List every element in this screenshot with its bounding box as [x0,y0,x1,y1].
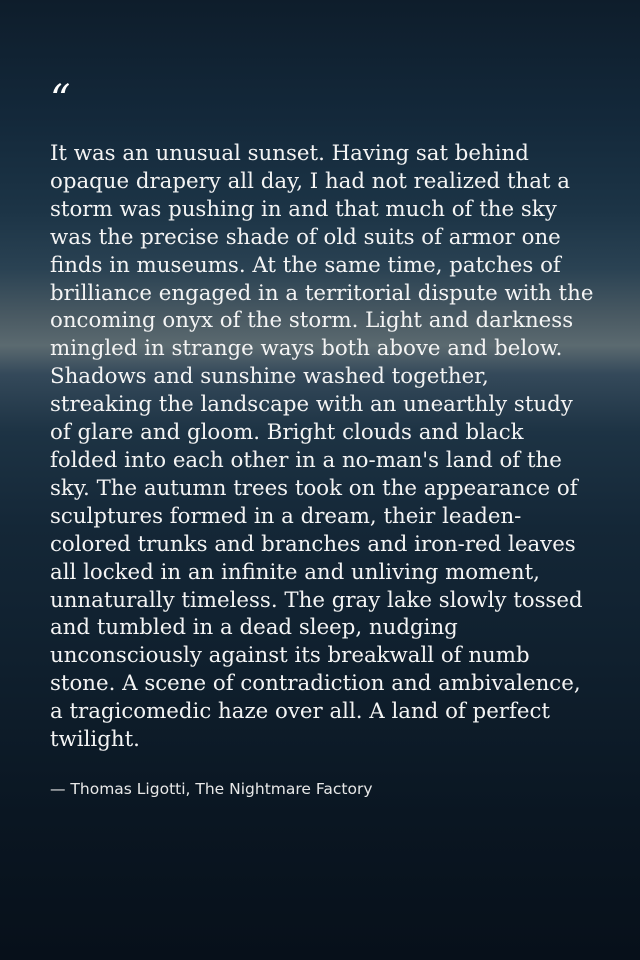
quote-attribution: — Thomas Ligotti, The Nightmare Factory [50,779,373,798]
quote-card [50,77,595,799]
quote-mark-icon: “ [50,77,71,123]
quote-text: It was an unusual sunset. Having sat behind opaque drapery all day, I had not realized that a storm was pushing in and that much of the sky was the precise shade of old suits of armor one finds in museums. At the same time, patches of brilliance engaged in a territorial dispute with the oncoming onyx of the storm. Light and darkness mingled in strange ways both above and below. Shadows and sunshine washed together, streaking the landscape with an unearthly study of glare and gloom. Bright clouds and black folded into each other in a no-man's land of the sky. The autumn trees took on the appearance of sculptures formed in a dream, their leaden-colored trunks and branches and iron-red leaves all locked in an infinite and unliving moment, unnaturally timeless. The gray lake slowly tossed and tumbled in a dead sleep, nudging unconsciously against its breakwall of numb stone. A scene of contradiction and ambivalence, a tragicomedic haze over all. A land of perfect twilight. [50,141,594,753]
